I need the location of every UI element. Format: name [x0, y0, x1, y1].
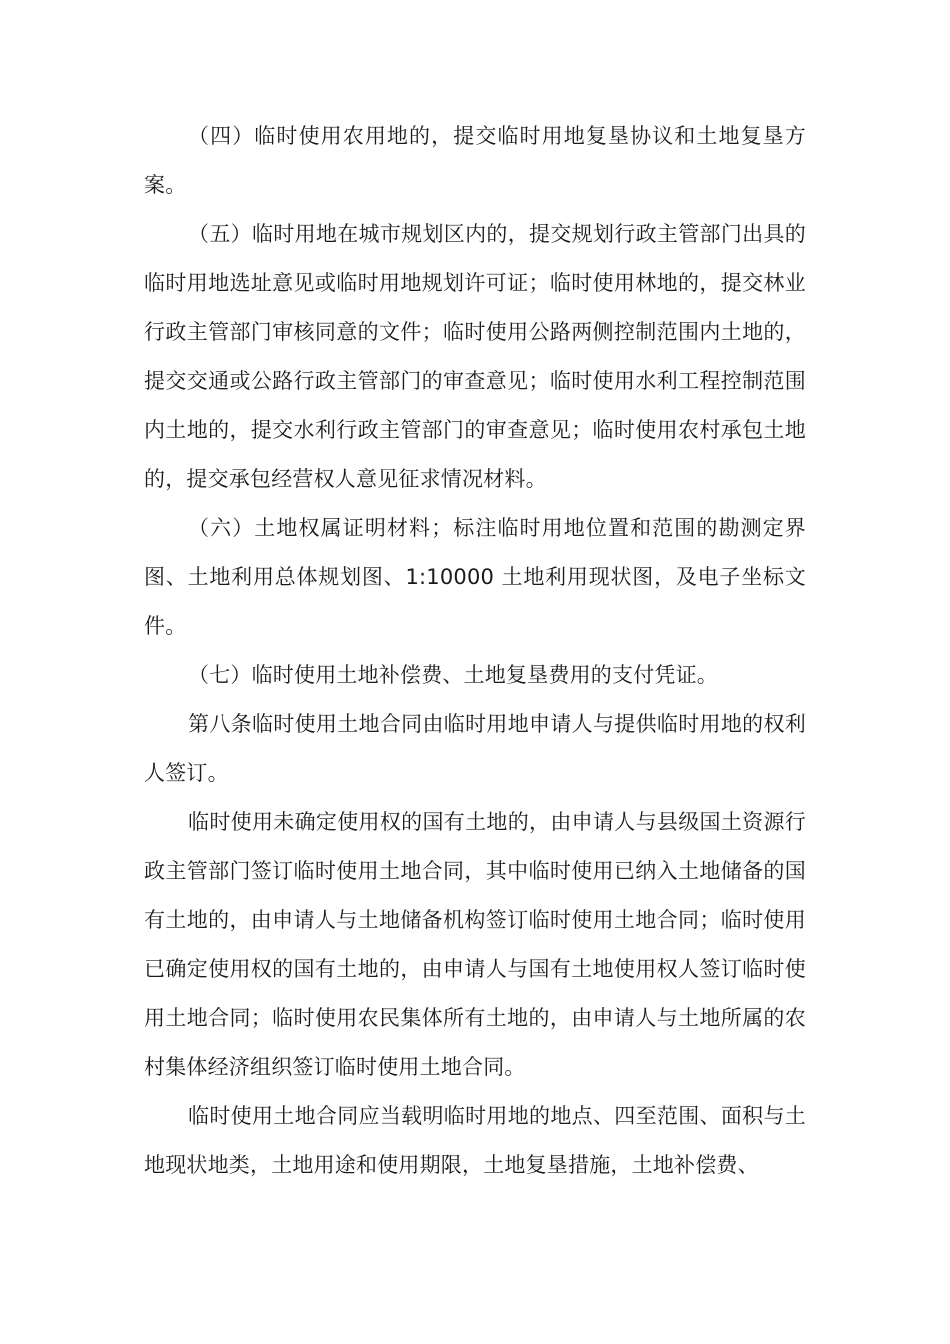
paragraph-item-6: （六）土地权属证明材料；标注临时用地位置和范围的勘测定界图、土地利用总体规划图、1:10000 土地利用现状图，及电子坐标文件。 [144, 516, 806, 638]
paragraph-article-8: 第八条临时使用土地合同由临时用地申请人与提供临时用地的权利人签订。 [144, 712, 806, 785]
paragraph-item-4: （四）临时使用农用地的，提交临时用地复垦协议和土地复垦方案。 [144, 124, 806, 197]
paragraph-contract-parties: 临时使用未确定使用权的国有土地的，由申请人与县级国土资源行政主管部门签订临时使用土地合同，其中临时使用已纳入土地储备的国有土地的，由申请人与土地储备机构签订临时使用土地合同；临时使用已确定使用权的国有土地的，由申请人与国有土地使用权人签订临时使用土地合同；临时使用农民集体所有土地的，由申请人与土地所属的农村集体经济组织签订临时使用土地合同。 [144, 810, 806, 1079]
paragraph-item-7: （七）临时使用土地补偿费、土地复垦费用的支付凭证。 [188, 663, 718, 687]
document-body [144, 112, 806, 1190]
paragraph-item-5: （五）临时用地在城市规划区内的，提交规划行政主管部门出具的临时用地选址意见或临时用地规划许可证；临时使用林地的，提交林业行政主管部门审核同意的文件；临时使用公路两侧控制范围内土地的，提交交通或公路行政主管部门的审查意见；临时使用水利工程控制范围内土地的，提交水利行政主管部门的审查意见；临时使用农村承包土地的，提交承包经营权人意见征求情况材料。 [144, 222, 806, 491]
paragraph-contract-contents: 临时使用土地合同应当载明临时用地的地点、四至范围、面积与土地现状地类，土地用途和使用期限，土地复垦措施，土地补偿费、 [144, 1104, 806, 1177]
